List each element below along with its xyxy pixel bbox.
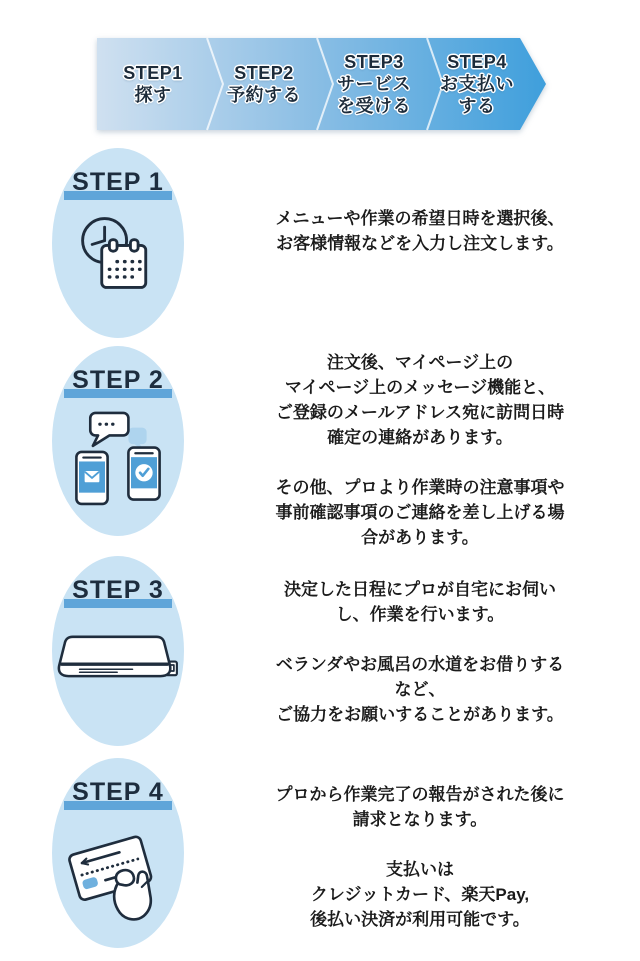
banner-step-1 (97, 38, 209, 130)
description-line: 合があります。 (361, 528, 479, 547)
description-line: プロから作業完了の報告がされた後に (275, 785, 565, 804)
paragraph (248, 577, 592, 627)
description-line: ご協力をお願いすることがあります。 (276, 705, 564, 724)
description-line: 決定した日程にプロが自宅にお伺い (284, 580, 556, 599)
calendar-clock-icon (72, 210, 164, 298)
paragraph (248, 652, 592, 727)
description-line: し、作業を行います。 (335, 605, 505, 624)
banner-step-label: 予約する (227, 85, 301, 105)
banner-step-4 (429, 38, 525, 130)
description-line: 請求となります。 (352, 810, 488, 829)
banner-step-label: を受ける (337, 96, 411, 116)
step-3-circle (52, 556, 184, 746)
description-line: マイページ上のメッセージ機能と、 (284, 378, 556, 397)
description-line: など、 (394, 680, 446, 699)
banner-step-label: サービス (337, 74, 411, 94)
description-line: 確定の連絡があります。 (327, 428, 513, 447)
description-line: ベランダやお風呂の水道をお借りする (275, 655, 565, 674)
banner-step-label: STEP3 (344, 52, 404, 72)
banner-step-2 (209, 38, 319, 130)
air-conditioner-icon (54, 630, 182, 700)
phone-right (128, 448, 159, 500)
description-line: ご登録のメールアドレス宛に訪問日時 (275, 403, 565, 422)
step-4-circle (52, 758, 184, 948)
step-1-circle (52, 148, 184, 338)
description-line: お客様情報などを入力し注文します。 (276, 234, 564, 253)
phone-left (76, 452, 107, 504)
banner-step-label: STEP4 (447, 52, 507, 72)
banner-step-3 (319, 38, 429, 130)
paragraph (248, 857, 592, 932)
banner-step-label: STEP1 (123, 63, 183, 83)
step-2-circle (52, 346, 184, 536)
paragraph (248, 350, 592, 450)
description-line: 支払いは (386, 860, 454, 879)
description-line: 後払い決済が利用可能です。 (310, 910, 530, 929)
description-line: 事前確認事項のご連絡を差し上げる場 (275, 503, 565, 522)
banner-step-label: お支払い (440, 74, 514, 94)
step-2-description (248, 350, 592, 550)
description-line: 注文後、マイページ上の (326, 353, 514, 372)
banner-step-label: STEP2 (234, 63, 294, 83)
paragraph (248, 475, 592, 550)
phones-chat-icon (66, 408, 170, 508)
description-line: メニューや作業の希望日時を選択後、 (275, 209, 565, 228)
banner-step-label: する (458, 96, 496, 116)
step-4-heading: STEP 4 (72, 778, 164, 806)
description-line: その他、プロより作業時の注意事項や (275, 478, 565, 497)
step-1-description (248, 206, 592, 256)
step-3-description (248, 577, 592, 727)
step-3-heading: STEP 3 (72, 576, 164, 604)
step-2-heading: STEP 2 (72, 366, 164, 394)
banner-step-label: 探す (134, 85, 172, 105)
step-4-description (248, 782, 592, 932)
step-1-heading: STEP 1 (72, 168, 164, 196)
credit-card-hand-icon (68, 820, 168, 924)
description-line: クレジットカード、楽天Pay, (310, 885, 530, 904)
paragraph (248, 782, 592, 832)
paragraph (248, 206, 592, 256)
